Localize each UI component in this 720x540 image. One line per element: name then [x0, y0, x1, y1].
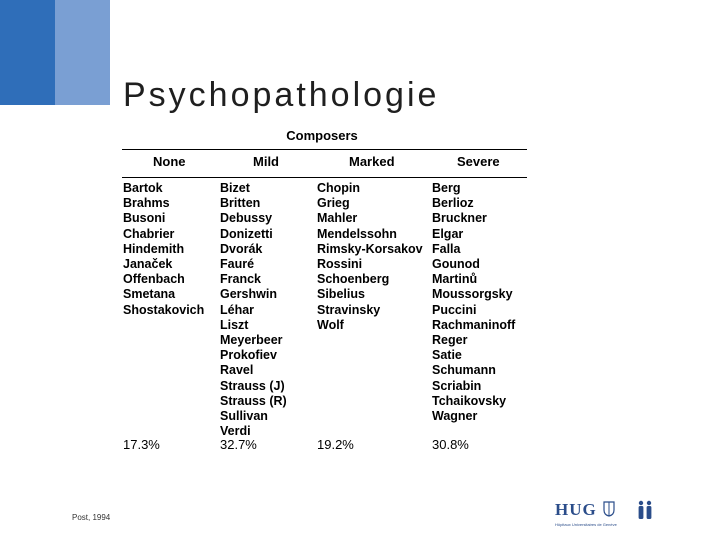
composer-name: Fauré — [220, 257, 255, 272]
composer-name: Bizet — [220, 181, 250, 195]
composer-name: Ravel — [220, 363, 254, 378]
composer-name: Sullivan — [220, 409, 268, 424]
composer-name: Léhar — [220, 302, 255, 317]
composer-name: Mahler — [317, 211, 358, 226]
composer-name: Wolf — [317, 317, 344, 332]
composer-name: Falla — [432, 241, 461, 256]
composer-name: Berlioz — [432, 196, 474, 211]
composer-name: Franck — [220, 272, 261, 287]
composer-name: Gershwin — [220, 287, 277, 302]
table-rule-header — [122, 177, 527, 178]
table-group-header: Composers — [286, 128, 358, 143]
composer-name: Busoni — [123, 211, 166, 226]
composer-name: Moussorgsky — [432, 287, 513, 302]
column-header: Mild — [253, 154, 279, 169]
composer-name: Verdi — [220, 424, 251, 439]
composer-name: Janaček — [123, 257, 173, 272]
composer-name: Shostakovich — [123, 302, 205, 317]
table-rule-top — [122, 149, 527, 150]
column-header: Marked — [349, 154, 395, 169]
composer-name: Donizetti — [220, 226, 273, 241]
composer-name: Dvorák — [220, 241, 263, 256]
composer-name: Strauss (R) — [220, 393, 287, 408]
composer-name: Smetana — [123, 287, 176, 302]
composer-name: Strauss (J) — [220, 378, 285, 393]
composer-name: Grieg — [317, 196, 350, 211]
composer-name: Debussy — [220, 211, 273, 226]
composer-name: Prokofiev — [220, 348, 277, 363]
composer-name: Bruckner — [432, 211, 487, 226]
hug-logo — [555, 500, 660, 528]
composer-name: Scriabin — [432, 378, 482, 393]
composer-name: Sibelius — [317, 287, 365, 302]
composer-name: Wagner — [432, 409, 478, 424]
composer-name: Satie — [432, 348, 462, 363]
composer-name: Reger — [432, 333, 468, 348]
composer-name: Stravinsky — [317, 302, 381, 317]
column-header: Severe — [457, 154, 500, 169]
composer-name: Chopin — [317, 181, 361, 195]
composer-name: Rossini — [317, 257, 363, 272]
composer-name: Britten — [220, 196, 261, 211]
composer-name: Schumann — [432, 363, 496, 378]
name-list — [220, 181, 287, 439]
name-list — [317, 181, 423, 333]
logo-subtitle: Hôpitaux Universitaires de Genève — [555, 522, 617, 527]
composer-name: Meyerbeer — [220, 333, 283, 348]
composer-name: Tchaikovsky — [432, 393, 507, 408]
composer-name: Schoenberg — [317, 272, 390, 287]
composer-name: Puccini — [432, 302, 477, 317]
decorative-block-light — [55, 0, 110, 105]
composers-table — [117, 125, 527, 460]
column-percent: 30.8% — [432, 437, 469, 452]
composer-name: Liszt — [220, 317, 249, 332]
composer-name: Chabrier — [123, 226, 175, 241]
column-header: None — [153, 154, 186, 169]
composer-name: Mendelssohn — [317, 226, 397, 241]
composer-name: Martinů — [432, 272, 478, 287]
logo-text: HUG — [555, 500, 597, 519]
composer-name: Offenbach — [123, 272, 185, 287]
people-icon — [635, 500, 655, 520]
citation: Post, 1994 — [72, 513, 111, 522]
composer-name: Berg — [432, 181, 461, 195]
column-percent: 19.2% — [317, 437, 354, 452]
composer-name: Rimsky-Korsakov — [317, 241, 423, 256]
decorative-block-dark — [0, 0, 55, 105]
composer-name: Hindemith — [123, 241, 185, 256]
shield-icon — [603, 501, 615, 517]
column-percent: 17.3% — [123, 437, 160, 452]
name-list — [432, 181, 515, 424]
composer-name: Rachmaninoff — [432, 317, 516, 332]
slide-title: Psychopathologie — [123, 76, 440, 114]
composer-name: Brahms — [123, 196, 170, 211]
column-percent: 32.7% — [220, 437, 257, 452]
composer-name: Bartok — [123, 181, 163, 195]
composer-name: Elgar — [432, 226, 464, 241]
composer-name: Gounod — [432, 257, 480, 272]
name-list — [123, 181, 204, 318]
